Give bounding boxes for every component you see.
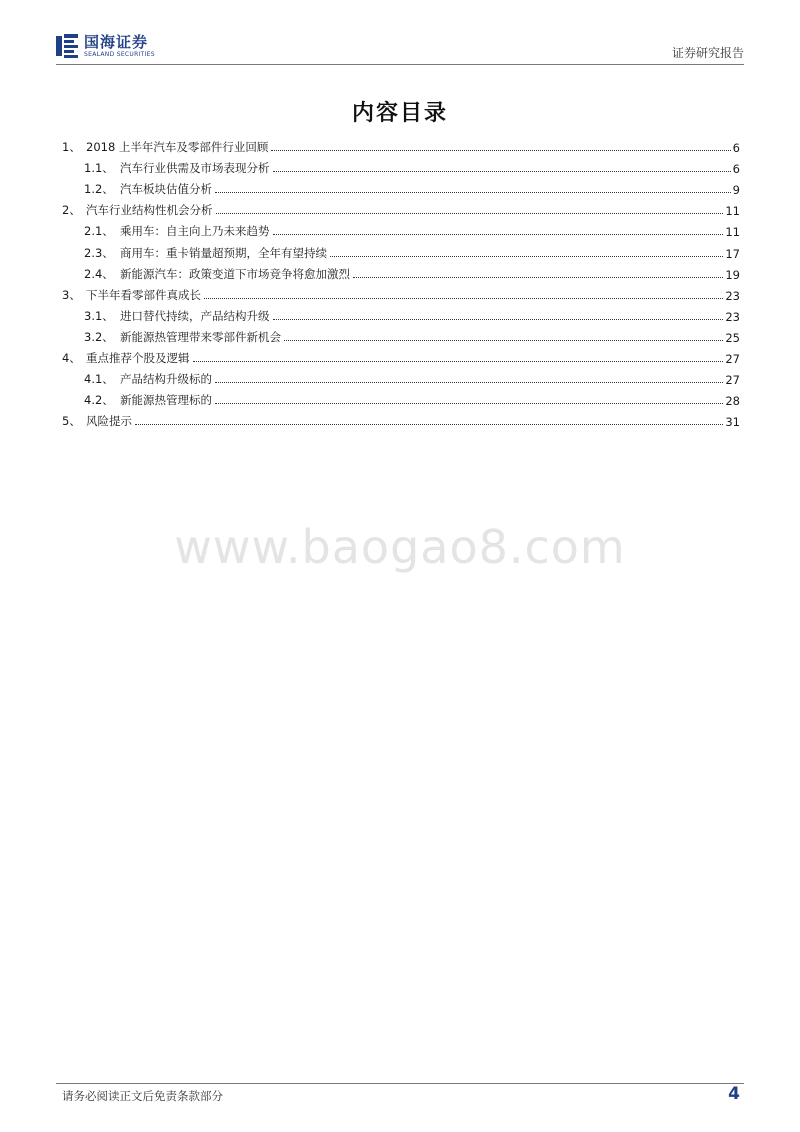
- toc-entry-title: 汽车行业结构性机会分析: [86, 203, 213, 218]
- toc-leader-dots: [273, 171, 731, 172]
- toc-leader-dots: [330, 256, 723, 257]
- toc-entry-number: 1、: [62, 140, 81, 155]
- toc-entry[interactable]: [62, 282, 740, 303]
- toc-entry[interactable]: [62, 197, 740, 218]
- toc-entry-title: 汽车行业供需及市场表现分析: [120, 161, 270, 176]
- footer-divider: [56, 1083, 744, 1084]
- toc-entry-title: 新能源汽车：政策变道下市场竞争将愈加激烈: [120, 266, 350, 281]
- toc-entry-page: 11: [725, 225, 740, 240]
- toc-leader-dots: [215, 192, 731, 193]
- toc-entry-title: 风险提示: [86, 414, 132, 429]
- toc-entry-page: 28: [725, 394, 740, 409]
- toc-entry-title: 产品结构升级标的: [120, 372, 212, 387]
- toc-entry-page: 17: [725, 246, 740, 261]
- toc-entry-page: 6: [732, 141, 740, 156]
- toc-entry[interactable]: [62, 303, 740, 324]
- toc-leader-dots: [135, 424, 723, 425]
- toc-entry-number: 2、: [62, 203, 81, 218]
- toc-entry-number: 3、: [62, 287, 81, 302]
- document-type-label: 证券研究报告: [671, 46, 744, 60]
- page-number: 4: [728, 1084, 740, 1104]
- company-logo: [56, 34, 155, 58]
- logo-chinese-name: 国海证券: [84, 32, 149, 51]
- watermark: www.baogao8.com: [174, 520, 626, 574]
- toc-entry-page: 23: [725, 288, 740, 303]
- toc-entry[interactable]: [62, 366, 740, 387]
- toc-entry-number: 2.4、: [84, 266, 114, 281]
- toc-entry[interactable]: [62, 134, 740, 155]
- table-of-contents: [62, 134, 740, 429]
- toc-entry-page: 6: [732, 162, 740, 177]
- toc-entry-title: 下半年看零部件真成长: [86, 287, 201, 302]
- toc-entry-title: 商用车：重卡销量超预期，全年有望持续: [120, 245, 327, 260]
- footer-disclaimer: 请务必阅读正文后免责条款部分: [62, 1089, 223, 1103]
- page-title: 内容目录: [351, 100, 448, 126]
- toc-entry-title: 乘用车：自主向上乃未来趋势: [120, 224, 270, 239]
- toc-entry-number: 3.1、: [84, 308, 114, 323]
- toc-entry-page: 19: [725, 267, 740, 282]
- toc-entry-page: 31: [725, 415, 740, 430]
- logo-english-name: SEALAND SECURITIES: [84, 50, 155, 58]
- toc-leader-dots: [273, 319, 724, 320]
- toc-entry-number: 2.3、: [84, 245, 114, 260]
- toc-leader-dots: [204, 298, 723, 299]
- toc-entry[interactable]: [62, 218, 740, 239]
- toc-leader-dots: [273, 234, 724, 235]
- toc-entry[interactable]: [62, 155, 740, 176]
- toc-entry-page: 11: [725, 204, 740, 219]
- toc-leader-dots: [284, 340, 723, 341]
- toc-entry-page: 23: [725, 309, 740, 324]
- toc-entry-title: 重点推荐个股及逻辑: [86, 351, 190, 366]
- toc-entry[interactable]: [62, 387, 740, 408]
- toc-entry[interactable]: [62, 261, 740, 282]
- toc-entry-page: 9: [732, 183, 740, 198]
- sealand-logo-icon: [56, 34, 78, 58]
- toc-leader-dots: [216, 213, 724, 214]
- toc-entry-number: 2.1、: [84, 224, 114, 239]
- toc-entry[interactable]: [62, 408, 740, 429]
- toc-entry-number: 1.1、: [84, 161, 114, 176]
- toc-entry-number: 4.2、: [84, 393, 114, 408]
- toc-entry[interactable]: [62, 239, 740, 260]
- toc-entry-title: 2018 上半年汽车及零部件行业回顾: [86, 140, 269, 155]
- toc-leader-dots: [215, 382, 723, 383]
- toc-entry-title: 汽车板块估值分析: [120, 182, 212, 197]
- header-divider: [56, 64, 744, 65]
- toc-leader-dots: [215, 403, 723, 404]
- toc-entry[interactable]: [62, 324, 740, 345]
- toc-entry-number: 5、: [62, 414, 81, 429]
- toc-entry-page: 27: [725, 373, 740, 388]
- toc-entry-title: 新能源热管理带来零部件新机会: [120, 329, 281, 344]
- toc-entry[interactable]: [62, 176, 740, 197]
- toc-entry-number: 3.2、: [84, 329, 114, 344]
- toc-leader-dots: [271, 150, 730, 151]
- toc-leader-dots: [353, 277, 723, 278]
- page-header: [56, 34, 744, 64]
- toc-entry-page: 25: [725, 330, 740, 345]
- toc-entry-title: 新能源热管理标的: [120, 393, 212, 408]
- toc-leader-dots: [193, 361, 724, 362]
- toc-entry-number: 4、: [62, 351, 81, 366]
- toc-entry-number: 1.2、: [84, 182, 114, 197]
- toc-entry-number: 4.1、: [84, 372, 114, 387]
- toc-entry-page: 27: [725, 352, 740, 367]
- toc-entry-title: 进口替代持续，产品结构升级: [120, 308, 270, 323]
- toc-entry[interactable]: [62, 345, 740, 366]
